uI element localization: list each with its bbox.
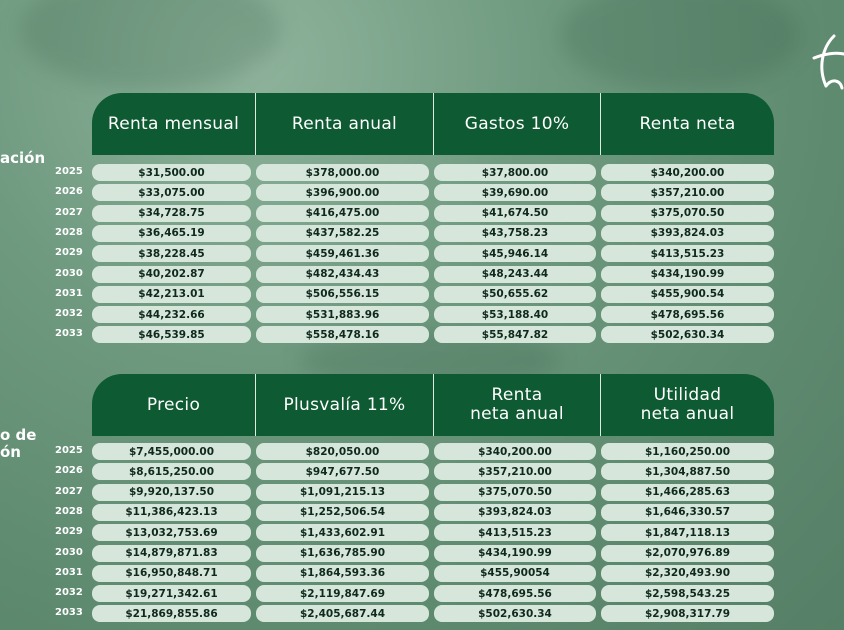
table-cell: $14,879,871.83 bbox=[92, 545, 251, 562]
table-cell: $11,386,423.13 bbox=[92, 504, 251, 521]
section-label-top: ación bbox=[0, 149, 46, 167]
year-label: 2032 bbox=[55, 587, 83, 599]
year-label: 2029 bbox=[55, 526, 83, 538]
table-cell: $19,271,342.61 bbox=[92, 585, 251, 602]
table-cell: $478,695.56 bbox=[601, 306, 774, 323]
table-cell: $531,883.96 bbox=[256, 306, 429, 323]
table-cell: $413,515.23 bbox=[434, 524, 596, 541]
table-cell: $1,847,118.13 bbox=[601, 524, 774, 541]
table-cell: $31,500.00 bbox=[92, 164, 251, 181]
table-cell: $39,690.00 bbox=[434, 184, 596, 201]
table-cell: $340,200.00 bbox=[434, 443, 596, 460]
header-cell: Renta neta anual bbox=[434, 374, 601, 436]
table-cell: $434,190.99 bbox=[601, 266, 774, 283]
table-cell: $378,000.00 bbox=[256, 164, 429, 181]
table-cell: $455,900.54 bbox=[601, 286, 774, 303]
table-cell: $1,160,250.00 bbox=[601, 443, 774, 460]
year-label: 2033 bbox=[55, 328, 83, 340]
table-cell: $42,213.01 bbox=[92, 286, 251, 303]
table-cell: $41,674.50 bbox=[434, 205, 596, 222]
table-cell: $413,515.23 bbox=[601, 245, 774, 262]
table-cell: $375,070.50 bbox=[434, 484, 596, 501]
table-cell: $36,465.19 bbox=[92, 225, 251, 242]
table-cell: $357,210.00 bbox=[601, 184, 774, 201]
table-cell: $46,539.85 bbox=[92, 326, 251, 343]
year-label: 2026 bbox=[55, 186, 83, 198]
year-label: 2025 bbox=[55, 166, 83, 177]
table-cell: $48,243.44 bbox=[434, 266, 596, 283]
table-cell: $2,070,976.89 bbox=[601, 545, 774, 562]
table-cell: $8,615,250.00 bbox=[92, 463, 251, 480]
table-row bbox=[0, 463, 840, 482]
table-row bbox=[0, 524, 840, 543]
section-label-bottom-line2: ón bbox=[0, 443, 21, 461]
table-cell: $396,900.00 bbox=[256, 184, 429, 201]
table-cell: $393,824.03 bbox=[601, 225, 774, 242]
table-cell: $21,869,855.86 bbox=[92, 605, 251, 622]
table-cell: $2,598,543.25 bbox=[601, 585, 774, 602]
table-cell: $558,478.16 bbox=[256, 326, 429, 343]
table-row bbox=[0, 443, 840, 462]
table-row bbox=[0, 545, 840, 564]
table-cell: $1,636,785.90 bbox=[256, 545, 429, 562]
table-cell: $437,582.25 bbox=[256, 225, 429, 242]
table-cell: $2,320,493.90 bbox=[601, 565, 774, 582]
table-cell: $416,475.00 bbox=[256, 205, 429, 222]
year-label: 2027 bbox=[55, 485, 83, 497]
table-cell: $7,455,000.00 bbox=[92, 443, 251, 460]
year-label: 2029 bbox=[55, 247, 83, 259]
year-label: 2028 bbox=[55, 226, 83, 238]
table-cell: $43,758.23 bbox=[434, 225, 596, 242]
table-cell: $2,405,687.44 bbox=[256, 605, 429, 622]
table-row bbox=[0, 484, 840, 503]
section-label-bottom-line1: o de bbox=[0, 426, 37, 444]
appreciation-table-header bbox=[92, 374, 774, 436]
table-cell: $9,920,137.50 bbox=[92, 484, 251, 501]
year-label: 2032 bbox=[55, 308, 83, 320]
table-cell: $1,252,506.54 bbox=[256, 504, 429, 521]
table-cell: $1,466,285.63 bbox=[601, 484, 774, 501]
table-cell: $1,304,887.50 bbox=[601, 463, 774, 480]
year-label: 2033 bbox=[55, 607, 83, 619]
table-cell: $393,824.03 bbox=[434, 504, 596, 521]
year-label: 2030 bbox=[55, 267, 83, 279]
year-label: 2031 bbox=[55, 287, 83, 299]
table-cell: $455,90054 bbox=[434, 565, 596, 582]
table-cell: $375,070.50 bbox=[601, 205, 774, 222]
table-cell: $478,695.56 bbox=[434, 585, 596, 602]
table-cell: $502,630.34 bbox=[601, 326, 774, 343]
table-cell: $506,556.15 bbox=[256, 286, 429, 303]
year-label: 2026 bbox=[55, 465, 83, 477]
table-cell: $16,950,848.71 bbox=[92, 565, 251, 582]
table-cell: $33,075.00 bbox=[92, 184, 251, 201]
header-cell: Gastos 10% bbox=[434, 93, 601, 155]
table-cell: $820,050.00 bbox=[256, 443, 429, 460]
table-cell: $1,433,602.91 bbox=[256, 524, 429, 541]
table-cell: $434,190.99 bbox=[434, 545, 596, 562]
header-cell: Plusvalía 11% bbox=[256, 374, 434, 436]
table-cell: $34,728.75 bbox=[92, 205, 251, 222]
year-label: 2025 bbox=[55, 445, 83, 456]
table-row bbox=[0, 565, 840, 584]
table-cell: $45,946.14 bbox=[434, 245, 596, 262]
table-row bbox=[0, 605, 840, 624]
table-cell: $38,228.45 bbox=[92, 245, 251, 262]
header-cell: Renta neta bbox=[639, 113, 736, 134]
header-cell: Renta anual bbox=[256, 93, 434, 155]
year-label: 2030 bbox=[55, 546, 83, 558]
table-cell: $37,800.00 bbox=[434, 164, 596, 181]
table-cell: $502,630.34 bbox=[434, 605, 596, 622]
table-cell: $947,677.50 bbox=[256, 463, 429, 480]
table-cell: $50,655.62 bbox=[434, 286, 596, 303]
table-cell: $2,119,847.69 bbox=[256, 585, 429, 602]
table-cell: $2,908,317.79 bbox=[601, 605, 774, 622]
table-cell: $1,091,215.13 bbox=[256, 484, 429, 501]
table-cell: $1,646,330.57 bbox=[601, 504, 774, 521]
table-row bbox=[0, 585, 840, 604]
year-label: 2027 bbox=[55, 206, 83, 218]
table-cell: $53,188.40 bbox=[434, 306, 596, 323]
header-cell: Precio bbox=[92, 374, 256, 436]
table-row bbox=[0, 504, 840, 523]
year-label: 2031 bbox=[55, 566, 83, 578]
table-cell: $357,210.00 bbox=[434, 463, 596, 480]
table-cell: $459,461.36 bbox=[256, 245, 429, 262]
table-cell: $55,847.82 bbox=[434, 326, 596, 343]
table-cell: $1,864,593.36 bbox=[256, 565, 429, 582]
table-cell: $44,232.66 bbox=[92, 306, 251, 323]
table-cell: $40,202.87 bbox=[92, 266, 251, 283]
header-cell: Utilidad neta anual bbox=[640, 385, 735, 424]
year-label: 2028 bbox=[55, 505, 83, 517]
table-cell: $13,032,753.69 bbox=[92, 524, 251, 541]
table-cell: $482,434.43 bbox=[256, 266, 429, 283]
table-cell: $340,200.00 bbox=[601, 164, 774, 181]
header-cell: Renta mensual bbox=[92, 93, 256, 155]
